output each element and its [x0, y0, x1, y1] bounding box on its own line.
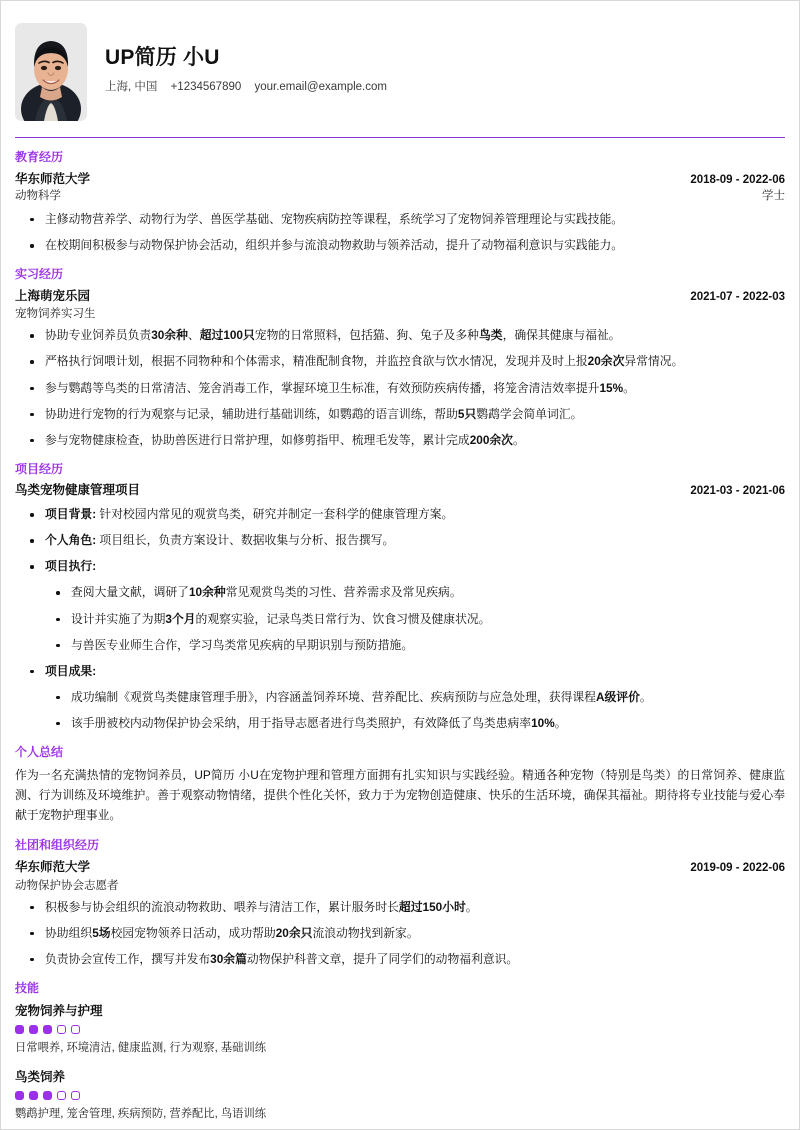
avatar — [15, 23, 87, 121]
internship-role: 宠物饲养实习生 — [15, 308, 96, 321]
organization-date: 2019-09 - 2022-06 — [690, 862, 785, 874]
section-summary — [15, 745, 785, 825]
bullet-item: 主修动物营养学、动物行为学、兽医学基础、宠物疾病防控等课程，系统学习了宠物饲养管理理论与实践技能。 — [15, 211, 785, 228]
skill-dot-filled — [29, 1025, 38, 1034]
emphasis-text: 鸟类 — [478, 328, 503, 343]
section-organization — [15, 838, 785, 968]
candidate-name: UP简历 小U — [105, 45, 220, 69]
summary-text: 作为一名充满热情的宠物饲养员，UP简历 小U在宠物护理和管理方面拥有扎实知识与实践经验。精通各种宠物（特别是鸟类）的日常饲养、健康监测、行为训练及环境维护。善于观察动物情绪，提供个性化关怀，致力于为宠物创造健康、快乐的生活环境，确保其福祉。期待将专业技能与爱心奉献于宠物护理事业。 — [15, 767, 785, 823]
education-entry-head — [15, 170, 785, 189]
bullet-item — [15, 558, 785, 653]
resume-header — [15, 1, 785, 133]
section-title-project: 项目经历 — [15, 461, 64, 476]
header-divider — [15, 137, 785, 138]
emphasis-text: 3个月 — [165, 611, 196, 626]
project-entry-head — [15, 481, 785, 500]
skill-level-rating — [15, 1091, 785, 1100]
sub-bullet-item: 与兽医专业师生合作，学习鸟类常见疾病的早期识别与预防措施。 — [45, 637, 785, 654]
contact-phone: +1234567890 — [170, 80, 242, 93]
skill-level-rating — [15, 1025, 785, 1034]
bullet-item — [15, 663, 785, 732]
section-title-organization: 社团和组织经历 — [15, 838, 100, 853]
internship-entry-head — [15, 287, 785, 306]
bullet-item: 参与宠物健康检查，协助兽医进行日常护理，如修剪指甲、梳理毛发等，累计完成200余次。 — [15, 432, 785, 449]
sub-bullet-item: 成功编制《观赏鸟类健康管理手册》，内容涵盖饲养环境、营养配比、疾病预防与应急处理，获得课程A级评价。 — [45, 689, 785, 706]
bullet-item: 协助进行宠物的行为观察与记录，辅助进行基础训练，如鹦鹉的语言训练，帮助5只鹦鹉学会简单词汇。 — [15, 406, 785, 423]
emphasis-text: 个人角色: — [45, 533, 97, 548]
section-title-internship: 实习经历 — [15, 267, 64, 282]
bullet-item: 负责协会宣传工作，撰写并发布30余篇动物保护科普文章，提升了同学们的动物福利意识。 — [15, 951, 785, 968]
contact-line — [105, 81, 387, 95]
emphasis-text: 30余种 — [151, 328, 188, 343]
organization-bullets — [15, 899, 785, 968]
organization-entry-head — [15, 858, 785, 877]
sub-bullet-list — [45, 584, 785, 653]
emphasis-text: 20余次 — [587, 354, 625, 369]
portrait-photo-icon — [15, 23, 87, 121]
section-education — [15, 150, 785, 254]
bullet-item: 积极参与协会组织的流浪动物救助、喂养与清洁工作，累计服务时长超过150小时。 — [15, 899, 785, 916]
emphasis-text: 20余只 — [275, 925, 313, 940]
section-internship — [15, 267, 785, 449]
skill-name: 鸟类饲养 — [15, 1070, 66, 1085]
section-title-education: 教育经历 — [15, 150, 64, 164]
skill-dot-empty — [71, 1025, 80, 1034]
emphasis-text: 10余种 — [188, 585, 226, 600]
emphasis-text: 项目背景: — [45, 507, 97, 522]
bullet-item: 在校期间积极参与动物保护协会活动，组织并参与流浪动物救助与领养活动，提升了动物福利意识与实践能力。 — [15, 237, 785, 254]
bullet-item: 参与鹦鹉等鸟类的日常清洁、笼舍消毒工作，掌握环境卫生标准，有效预防疾病传播，将笼舍清洁效率提升15%。 — [15, 380, 785, 397]
header-text — [105, 46, 387, 99]
sub-bullet-list — [45, 689, 785, 732]
skills-list — [15, 1001, 785, 1124]
education-degree: 学士 — [762, 190, 785, 203]
education-bullets — [15, 211, 785, 254]
bullet-item: 严格执行饲喂计划，根据不同物种和个体需求，精准配制食物，并监控食欲与饮水情况，发现并及时上报20余次异常情况。 — [15, 353, 785, 370]
internship-bullets — [15, 327, 785, 448]
organization-role: 动物保护协会志愿者 — [15, 879, 119, 892]
emphasis-text: 项目执行: — [45, 559, 97, 574]
skill-dot-empty — [57, 1091, 66, 1100]
skill-block — [15, 1067, 785, 1123]
bullet-item: 个人角色: 项目组长，负责方案设计、数据收集与分析、报告撰写。 — [15, 532, 785, 549]
emphasis-text: 5场 — [92, 925, 111, 940]
internship-date: 2021-07 - 2022-03 — [690, 290, 785, 303]
emphasis-text: 10% — [531, 715, 555, 730]
bullet-item: 协助组织5场校园宠物领养日活动，成功帮助20余只流浪动物找到新家。 — [15, 925, 785, 942]
emphasis-text: 200余次 — [469, 432, 513, 447]
sub-bullet-item: 该手册被校内动物保护协会采纳，用于指导志愿者进行鸟类照护，有效降低了鸟类患病率10%。 — [45, 715, 785, 732]
contact-location: 上海, 中国 — [105, 80, 158, 93]
bullet-item: 协助专业饲养员负责30余种、超过100只宠物的日常照料，包括猫、狗、兔子及多种鸟类，确保其健康与福祉。 — [15, 327, 785, 344]
section-title-skills: 技能 — [15, 980, 40, 995]
education-major: 动物科学 — [15, 190, 61, 203]
project-name: 鸟类宠物健康管理项目 — [15, 483, 141, 498]
skill-dot-filled — [43, 1091, 52, 1100]
sub-bullet-item: 查阅大量文献，调研了10余种常见观赏鸟类的习性、营养需求及常见疾病。 — [45, 584, 785, 601]
skill-dot-filled — [15, 1025, 24, 1034]
emphasis-text: 超过150小时 — [398, 899, 466, 914]
skill-dot-empty — [71, 1091, 80, 1100]
skill-dot-empty — [57, 1025, 66, 1034]
bullet-item: 项目背景: 针对校园内常见的观赏鸟类，研究并制定一套科学的健康管理方案。 — [15, 506, 785, 523]
emphasis-text: 15% — [599, 380, 624, 395]
internship-company: 上海萌宠乐园 — [15, 288, 91, 303]
skill-keywords: 日常喂养, 环境清洁, 健康监测, 行为观察, 基础训练 — [15, 1041, 267, 1054]
emphasis-text: 5只 — [457, 406, 477, 421]
emphasis-text: A级评价 — [595, 689, 640, 704]
organization-name: 华东师范大学 — [15, 860, 91, 874]
skill-block — [15, 1001, 785, 1057]
skill-keywords: 鹦鹉护理, 笼舍管理, 疾病预防, 营养配比, 鸟语训练 — [15, 1108, 267, 1121]
emphasis-text: 30余篇 — [210, 951, 247, 966]
skill-dot-filled — [15, 1091, 24, 1100]
emphasis-text: 项目成果: — [45, 663, 97, 678]
skill-dot-filled — [43, 1025, 52, 1034]
emphasis-text: 超过100只 — [199, 328, 255, 343]
skill-dot-filled — [29, 1091, 38, 1100]
education-date: 2018-09 - 2022-06 — [690, 173, 785, 186]
project-date: 2021-03 - 2021-06 — [690, 485, 785, 498]
education-entry-sub — [15, 188, 785, 205]
project-bullets — [15, 506, 785, 732]
skill-name: 宠物饲养与护理 — [15, 1003, 103, 1018]
section-project — [15, 462, 785, 732]
education-school: 华东师范大学 — [15, 171, 91, 186]
section-skills — [15, 981, 785, 1123]
section-title-summary: 个人总结 — [15, 744, 64, 759]
contact-email: your.email@example.com — [254, 80, 387, 93]
sub-bullet-item: 设计并实施了为期3个月的观察实验，记录鸟类日常行为、饮食习惯及健康状况。 — [45, 611, 785, 628]
